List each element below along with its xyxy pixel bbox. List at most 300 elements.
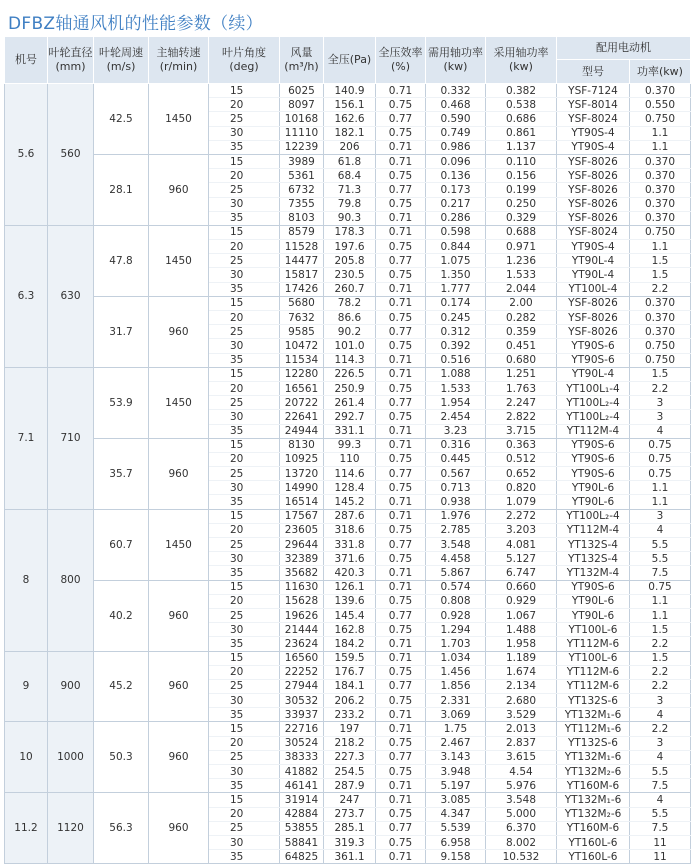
cell-air-volume: 24944	[280, 424, 324, 438]
cell-total-pressure: 371.6	[324, 552, 376, 566]
cell-efficiency: 0.75	[376, 481, 426, 495]
cell-adopted-power: 3.529	[486, 708, 557, 722]
cell-air-volume: 23605	[280, 523, 324, 537]
cell-efficiency: 0.71	[376, 509, 426, 523]
cell-blade-angle: 15	[209, 793, 280, 807]
cell-efficiency: 0.75	[376, 452, 426, 466]
cell-blade-angle: 25	[209, 396, 280, 410]
cell-total-pressure: 218.2	[324, 736, 376, 750]
cell-efficiency: 0.75	[376, 807, 426, 821]
cell-total-pressure: 156.1	[324, 98, 376, 112]
cell-shaft-power: 1.456	[426, 665, 486, 679]
cell-impeller-diameter: 710	[48, 367, 94, 509]
cell-adopted-power: 0.929	[486, 594, 557, 608]
cell-efficiency: 0.71	[376, 353, 426, 367]
cell-motor-type: YT90L-6	[557, 608, 630, 622]
cell-blade-angle: 20	[209, 311, 280, 325]
cell-shaft-power: 0.713	[426, 481, 486, 495]
cell-adopted-power: 0.660	[486, 580, 557, 594]
cell-total-pressure: 420.3	[324, 566, 376, 580]
cell-impeller-speed: 50.3	[94, 722, 149, 793]
cell-motor-power: 3	[630, 410, 691, 424]
cell-adopted-power: 2.013	[486, 722, 557, 736]
cell-motor-type: YT132S-6	[557, 694, 630, 708]
cell-air-volume: 30524	[280, 736, 324, 750]
cell-total-pressure: 250.9	[324, 381, 376, 395]
cell-impeller-speed: 45.2	[94, 651, 149, 722]
table-row	[5, 296, 691, 310]
cell-blade-angle: 25	[209, 608, 280, 622]
cell-total-pressure: 114.6	[324, 467, 376, 481]
cell-adopted-power: 3.203	[486, 523, 557, 537]
cell-efficiency: 0.71	[376, 211, 426, 225]
cell-efficiency: 0.77	[376, 112, 426, 126]
cell-motor-type: YSF-8026	[557, 169, 630, 183]
cell-air-volume: 16514	[280, 495, 324, 509]
cell-motor-power: 0.370	[630, 154, 691, 168]
cell-motor-type: YT90L-4	[557, 254, 630, 268]
cell-motor-power: 11	[630, 850, 691, 864]
cell-air-volume: 58841	[280, 835, 324, 849]
cell-efficiency: 0.75	[376, 381, 426, 395]
cell-model: 9	[5, 651, 48, 722]
cell-shaft-power: 0.316	[426, 438, 486, 452]
cell-shaft-power: 1.976	[426, 509, 486, 523]
table-header	[5, 37, 691, 84]
cell-shaft-power: 0.468	[426, 98, 486, 112]
cell-efficiency: 0.71	[376, 651, 426, 665]
cell-shaft-power: 2.454	[426, 410, 486, 424]
cell-motor-power: 0.370	[630, 296, 691, 310]
cell-motor-type: YT160M-6	[557, 821, 630, 835]
cell-blade-angle: 35	[209, 424, 280, 438]
cell-motor-power: 1.5	[630, 254, 691, 268]
cell-motor-type: YSF-8026	[557, 154, 630, 168]
cell-shaft-power: 4.347	[426, 807, 486, 821]
cell-efficiency: 0.75	[376, 126, 426, 140]
cell-efficiency: 0.71	[376, 225, 426, 239]
cell-air-volume: 3989	[280, 154, 324, 168]
cell-motor-power: 2.2	[630, 722, 691, 736]
cell-motor-type: YT90S-6	[557, 467, 630, 481]
cell-adopted-power: 1.533	[486, 268, 557, 282]
cell-motor-type: YT112M-4	[557, 523, 630, 537]
cell-efficiency: 0.75	[376, 765, 426, 779]
cell-adopted-power: 2.837	[486, 736, 557, 750]
cell-spindle-speed: 960	[149, 438, 209, 509]
cell-adopted-power: 1.488	[486, 623, 557, 637]
cell-motor-power: 0.750	[630, 225, 691, 239]
cell-shaft-power: 0.749	[426, 126, 486, 140]
cell-adopted-power: 0.971	[486, 240, 557, 254]
cell-air-volume: 8579	[280, 225, 324, 239]
cell-blade-angle: 20	[209, 736, 280, 750]
cell-adopted-power: 0.652	[486, 467, 557, 481]
cell-shaft-power: 0.136	[426, 169, 486, 183]
cell-efficiency: 0.75	[376, 552, 426, 566]
cell-efficiency: 0.77	[376, 467, 426, 481]
cell-motor-type: YT112M-6	[557, 637, 630, 651]
table-row	[5, 722, 691, 736]
cell-adopted-power: 3.715	[486, 424, 557, 438]
table-row	[5, 84, 691, 98]
cell-adopted-power: 6.747	[486, 566, 557, 580]
cell-spindle-speed: 1450	[149, 225, 209, 296]
cell-blade-angle: 35	[209, 566, 280, 580]
cell-motor-type: YT100L₂-4	[557, 410, 630, 424]
cell-total-pressure: 184.2	[324, 637, 376, 651]
cell-motor-type: YT132S-4	[557, 552, 630, 566]
cell-blade-angle: 30	[209, 623, 280, 637]
cell-blade-angle: 35	[209, 637, 280, 651]
cell-blade-angle: 30	[209, 339, 280, 353]
cell-motor-type: YT100L-6	[557, 651, 630, 665]
cell-air-volume: 22641	[280, 410, 324, 424]
cell-blade-angle: 25	[209, 750, 280, 764]
cell-air-volume: 8097	[280, 98, 324, 112]
performance-table	[4, 36, 691, 864]
cell-motor-type: YT90S-6	[557, 353, 630, 367]
page-title: DFBZ轴通风机的性能参数（续）	[8, 14, 263, 34]
cell-motor-type: YT160L-6	[557, 835, 630, 849]
cell-motor-power: 4	[630, 424, 691, 438]
cell-total-pressure: 285.1	[324, 821, 376, 835]
cell-blade-angle: 35	[209, 282, 280, 296]
cell-total-pressure: 145.4	[324, 608, 376, 622]
cell-air-volume: 9585	[280, 325, 324, 339]
cell-spindle-speed: 1450	[149, 367, 209, 438]
cell-efficiency: 0.75	[376, 694, 426, 708]
cell-total-pressure: 331.8	[324, 538, 376, 552]
cell-motor-power: 0.75	[630, 580, 691, 594]
table-row	[5, 225, 691, 239]
cell-air-volume: 42884	[280, 807, 324, 821]
cell-blade-angle: 20	[209, 452, 280, 466]
cell-blade-angle: 20	[209, 381, 280, 395]
cell-blade-angle: 35	[209, 850, 280, 864]
cell-shaft-power: 0.574	[426, 580, 486, 594]
cell-air-volume: 14477	[280, 254, 324, 268]
table-row	[5, 651, 691, 665]
cell-motor-type: YT160M-6	[557, 779, 630, 793]
cell-shaft-power: 3.548	[426, 538, 486, 552]
cell-adopted-power: 1.958	[486, 637, 557, 651]
cell-impeller-speed: 35.7	[94, 438, 149, 509]
cell-impeller-diameter: 800	[48, 509, 94, 651]
cell-spindle-speed: 960	[149, 296, 209, 367]
cell-blade-angle: 25	[209, 538, 280, 552]
cell-efficiency: 0.71	[376, 580, 426, 594]
cell-efficiency: 0.77	[376, 183, 426, 197]
cell-shaft-power: 2.785	[426, 523, 486, 537]
cell-motor-power: 0.750	[630, 112, 691, 126]
cell-impeller-diameter: 900	[48, 651, 94, 722]
cell-air-volume: 31914	[280, 793, 324, 807]
cell-motor-power: 1.1	[630, 594, 691, 608]
cell-total-pressure: 139.6	[324, 594, 376, 608]
cell-total-pressure: 90.3	[324, 211, 376, 225]
cell-blade-angle: 15	[209, 509, 280, 523]
header-spindle-speed: 主轴转速(r/min)	[149, 37, 209, 84]
header-blade-angle: 叶片角度(deg)	[209, 37, 280, 84]
cell-efficiency: 0.75	[376, 835, 426, 849]
cell-motor-power: 4	[630, 708, 691, 722]
table-row	[5, 367, 691, 381]
cell-motor-type: YT90S-6	[557, 438, 630, 452]
cell-air-volume: 5680	[280, 296, 324, 310]
cell-motor-power: 3	[630, 509, 691, 523]
cell-impeller-diameter: 630	[48, 225, 94, 367]
cell-air-volume: 16561	[280, 381, 324, 395]
cell-motor-type: YT112M₁-6	[557, 722, 630, 736]
cell-air-volume: 35682	[280, 566, 324, 580]
cell-motor-type: YT132M₂-6	[557, 765, 630, 779]
cell-shaft-power: 0.938	[426, 495, 486, 509]
cell-adopted-power: 1.251	[486, 367, 557, 381]
cell-blade-angle: 15	[209, 438, 280, 452]
cell-adopted-power: 5.000	[486, 807, 557, 821]
cell-motor-type: YT112M-6	[557, 665, 630, 679]
cell-air-volume: 11534	[280, 353, 324, 367]
cell-blade-angle: 25	[209, 183, 280, 197]
cell-air-volume: 8130	[280, 438, 324, 452]
cell-motor-type: YT90S-6	[557, 452, 630, 466]
cell-air-volume: 11110	[280, 126, 324, 140]
cell-air-volume: 23624	[280, 637, 324, 651]
cell-adopted-power: 2.00	[486, 296, 557, 310]
cell-motor-power: 1.5	[630, 651, 691, 665]
cell-shaft-power: 1.777	[426, 282, 486, 296]
cell-shaft-power: 2.467	[426, 736, 486, 750]
cell-shaft-power: 1.856	[426, 679, 486, 693]
cell-shaft-power: 3.069	[426, 708, 486, 722]
cell-motor-power: 1.1	[630, 240, 691, 254]
cell-efficiency: 0.71	[376, 367, 426, 381]
cell-total-pressure: 230.5	[324, 268, 376, 282]
cell-adopted-power: 1.067	[486, 608, 557, 622]
cell-adopted-power: 1.236	[486, 254, 557, 268]
cell-total-pressure: 90.2	[324, 325, 376, 339]
cell-adopted-power: 0.538	[486, 98, 557, 112]
cell-efficiency: 0.75	[376, 268, 426, 282]
header-air-volume: 风量(m³/h)	[280, 37, 324, 84]
cell-blade-angle: 35	[209, 708, 280, 722]
cell-motor-type: YT132S-4	[557, 538, 630, 552]
cell-motor-power: 2.2	[630, 637, 691, 651]
cell-adopted-power: 4.081	[486, 538, 557, 552]
header-motor: 配用电动机	[557, 37, 691, 60]
cell-total-pressure: 126.1	[324, 580, 376, 594]
cell-air-volume: 15817	[280, 268, 324, 282]
cell-adopted-power: 1.137	[486, 140, 557, 154]
cell-motor-type: YT90S-4	[557, 126, 630, 140]
cell-shaft-power: 3.085	[426, 793, 486, 807]
cell-efficiency: 0.71	[376, 793, 426, 807]
cell-motor-type: YT100L₂-4	[557, 396, 630, 410]
cell-blade-angle: 20	[209, 665, 280, 679]
cell-motor-power: 5.5	[630, 538, 691, 552]
cell-motor-type: YT90S-6	[557, 339, 630, 353]
cell-motor-power: 0.370	[630, 197, 691, 211]
cell-blade-angle: 15	[209, 296, 280, 310]
cell-shaft-power: 0.844	[426, 240, 486, 254]
cell-shaft-power: 1.075	[426, 254, 486, 268]
cell-air-volume: 19626	[280, 608, 324, 622]
cell-blade-angle: 30	[209, 835, 280, 849]
cell-shaft-power: 0.445	[426, 452, 486, 466]
cell-air-volume: 22716	[280, 722, 324, 736]
cell-shaft-power: 4.458	[426, 552, 486, 566]
cell-shaft-power: 5.197	[426, 779, 486, 793]
cell-air-volume: 46141	[280, 779, 324, 793]
cell-motor-type: YT90S-6	[557, 580, 630, 594]
cell-motor-power: 1.1	[630, 140, 691, 154]
cell-blade-angle: 35	[209, 140, 280, 154]
cell-motor-power: 2.2	[630, 665, 691, 679]
cell-shaft-power: 2.331	[426, 694, 486, 708]
cell-spindle-speed: 960	[149, 793, 209, 864]
cell-total-pressure: 331.1	[324, 424, 376, 438]
cell-adopted-power: 3.548	[486, 793, 557, 807]
cell-efficiency: 0.75	[376, 736, 426, 750]
cell-motor-type: YT90L-4	[557, 268, 630, 282]
cell-adopted-power: 8.002	[486, 835, 557, 849]
cell-efficiency: 0.75	[376, 665, 426, 679]
cell-blade-angle: 35	[209, 211, 280, 225]
cell-spindle-speed: 960	[149, 154, 209, 225]
cell-adopted-power: 6.370	[486, 821, 557, 835]
cell-blade-angle: 25	[209, 821, 280, 835]
cell-efficiency: 0.75	[376, 240, 426, 254]
cell-air-volume: 10472	[280, 339, 324, 353]
cell-adopted-power: 2.134	[486, 679, 557, 693]
cell-blade-angle: 35	[209, 353, 280, 367]
cell-total-pressure: 86.6	[324, 311, 376, 325]
cell-adopted-power: 0.359	[486, 325, 557, 339]
cell-total-pressure: 233.2	[324, 708, 376, 722]
cell-total-pressure: 197	[324, 722, 376, 736]
cell-shaft-power: 0.217	[426, 197, 486, 211]
header-shaft-power: 需用轴功率(kw)	[426, 37, 486, 84]
cell-motor-type: YT160L-6	[557, 850, 630, 864]
cell-blade-angle: 15	[209, 154, 280, 168]
header-impeller-speed: 叶轮周速(m/s)	[94, 37, 149, 84]
cell-motor-type: YT100L-4	[557, 282, 630, 296]
cell-motor-power: 11	[630, 835, 691, 849]
cell-shaft-power: 1.954	[426, 396, 486, 410]
cell-blade-angle: 30	[209, 765, 280, 779]
cell-motor-power: 0.370	[630, 211, 691, 225]
cell-total-pressure: 206	[324, 140, 376, 154]
cell-blade-angle: 20	[209, 240, 280, 254]
cell-adopted-power: 5.127	[486, 552, 557, 566]
cell-motor-type: YSF-8024	[557, 112, 630, 126]
cell-spindle-speed: 960	[149, 722, 209, 793]
cell-blade-angle: 35	[209, 495, 280, 509]
cell-air-volume: 32389	[280, 552, 324, 566]
cell-efficiency: 0.75	[376, 339, 426, 353]
cell-total-pressure: 61.8	[324, 154, 376, 168]
cell-blade-angle: 25	[209, 679, 280, 693]
cell-air-volume: 21444	[280, 623, 324, 637]
cell-blade-angle: 25	[209, 325, 280, 339]
cell-blade-angle: 20	[209, 807, 280, 821]
cell-total-pressure: 261.4	[324, 396, 376, 410]
cell-shaft-power: 0.516	[426, 353, 486, 367]
cell-motor-power: 4	[630, 750, 691, 764]
table-row	[5, 509, 691, 523]
cell-efficiency: 0.77	[376, 538, 426, 552]
cell-impeller-speed: 56.3	[94, 793, 149, 864]
cell-motor-type: YSF-7124	[557, 84, 630, 98]
cell-adopted-power: 1.189	[486, 651, 557, 665]
cell-impeller-speed: 31.7	[94, 296, 149, 367]
table-body	[5, 84, 691, 864]
cell-motor-power: 4	[630, 523, 691, 537]
cell-total-pressure: 226.5	[324, 367, 376, 381]
cell-shaft-power: 0.598	[426, 225, 486, 239]
cell-impeller-speed: 28.1	[94, 154, 149, 225]
cell-motor-type: YT100L₁-4	[557, 381, 630, 395]
cell-air-volume: 6025	[280, 84, 324, 98]
cell-shaft-power: 0.928	[426, 608, 486, 622]
cell-blade-angle: 20	[209, 169, 280, 183]
cell-air-volume: 41882	[280, 765, 324, 779]
header-model: 机号	[5, 37, 48, 84]
cell-shaft-power: 0.332	[426, 84, 486, 98]
cell-impeller-speed: 40.2	[94, 580, 149, 651]
cell-efficiency: 0.71	[376, 154, 426, 168]
cell-total-pressure: 128.4	[324, 481, 376, 495]
cell-adopted-power: 1.674	[486, 665, 557, 679]
cell-motor-type: YSF-8024	[557, 225, 630, 239]
cell-motor-type: YT112M-4	[557, 424, 630, 438]
cell-blade-angle: 15	[209, 580, 280, 594]
cell-shaft-power: 9.158	[426, 850, 486, 864]
cell-adopted-power: 0.686	[486, 112, 557, 126]
cell-air-volume: 27944	[280, 679, 324, 693]
cell-shaft-power: 0.808	[426, 594, 486, 608]
cell-model: 7.1	[5, 367, 48, 509]
table-row	[5, 154, 691, 168]
cell-total-pressure: 140.9	[324, 84, 376, 98]
cell-shaft-power: 3.143	[426, 750, 486, 764]
cell-motor-power: 3	[630, 396, 691, 410]
cell-total-pressure: 101.0	[324, 339, 376, 353]
header-motor-power: 功率(kw)	[630, 60, 691, 84]
cell-efficiency: 0.75	[376, 98, 426, 112]
cell-adopted-power: 4.54	[486, 765, 557, 779]
cell-air-volume: 22252	[280, 665, 324, 679]
cell-blade-angle: 15	[209, 722, 280, 736]
cell-air-volume: 10168	[280, 112, 324, 126]
cell-efficiency: 0.71	[376, 495, 426, 509]
cell-adopted-power: 2.044	[486, 282, 557, 296]
cell-impeller-speed: 53.9	[94, 367, 149, 438]
cell-adopted-power: 0.820	[486, 481, 557, 495]
cell-efficiency: 0.75	[376, 197, 426, 211]
cell-total-pressure: 287.6	[324, 509, 376, 523]
cell-efficiency: 0.71	[376, 282, 426, 296]
cell-shaft-power: 3.948	[426, 765, 486, 779]
cell-motor-power: 2.2	[630, 282, 691, 296]
cell-air-volume: 29644	[280, 538, 324, 552]
cell-motor-power: 0.750	[630, 353, 691, 367]
cell-motor-power: 0.75	[630, 438, 691, 452]
cell-blade-angle: 30	[209, 268, 280, 282]
cell-efficiency: 0.75	[376, 169, 426, 183]
cell-total-pressure: 206.2	[324, 694, 376, 708]
